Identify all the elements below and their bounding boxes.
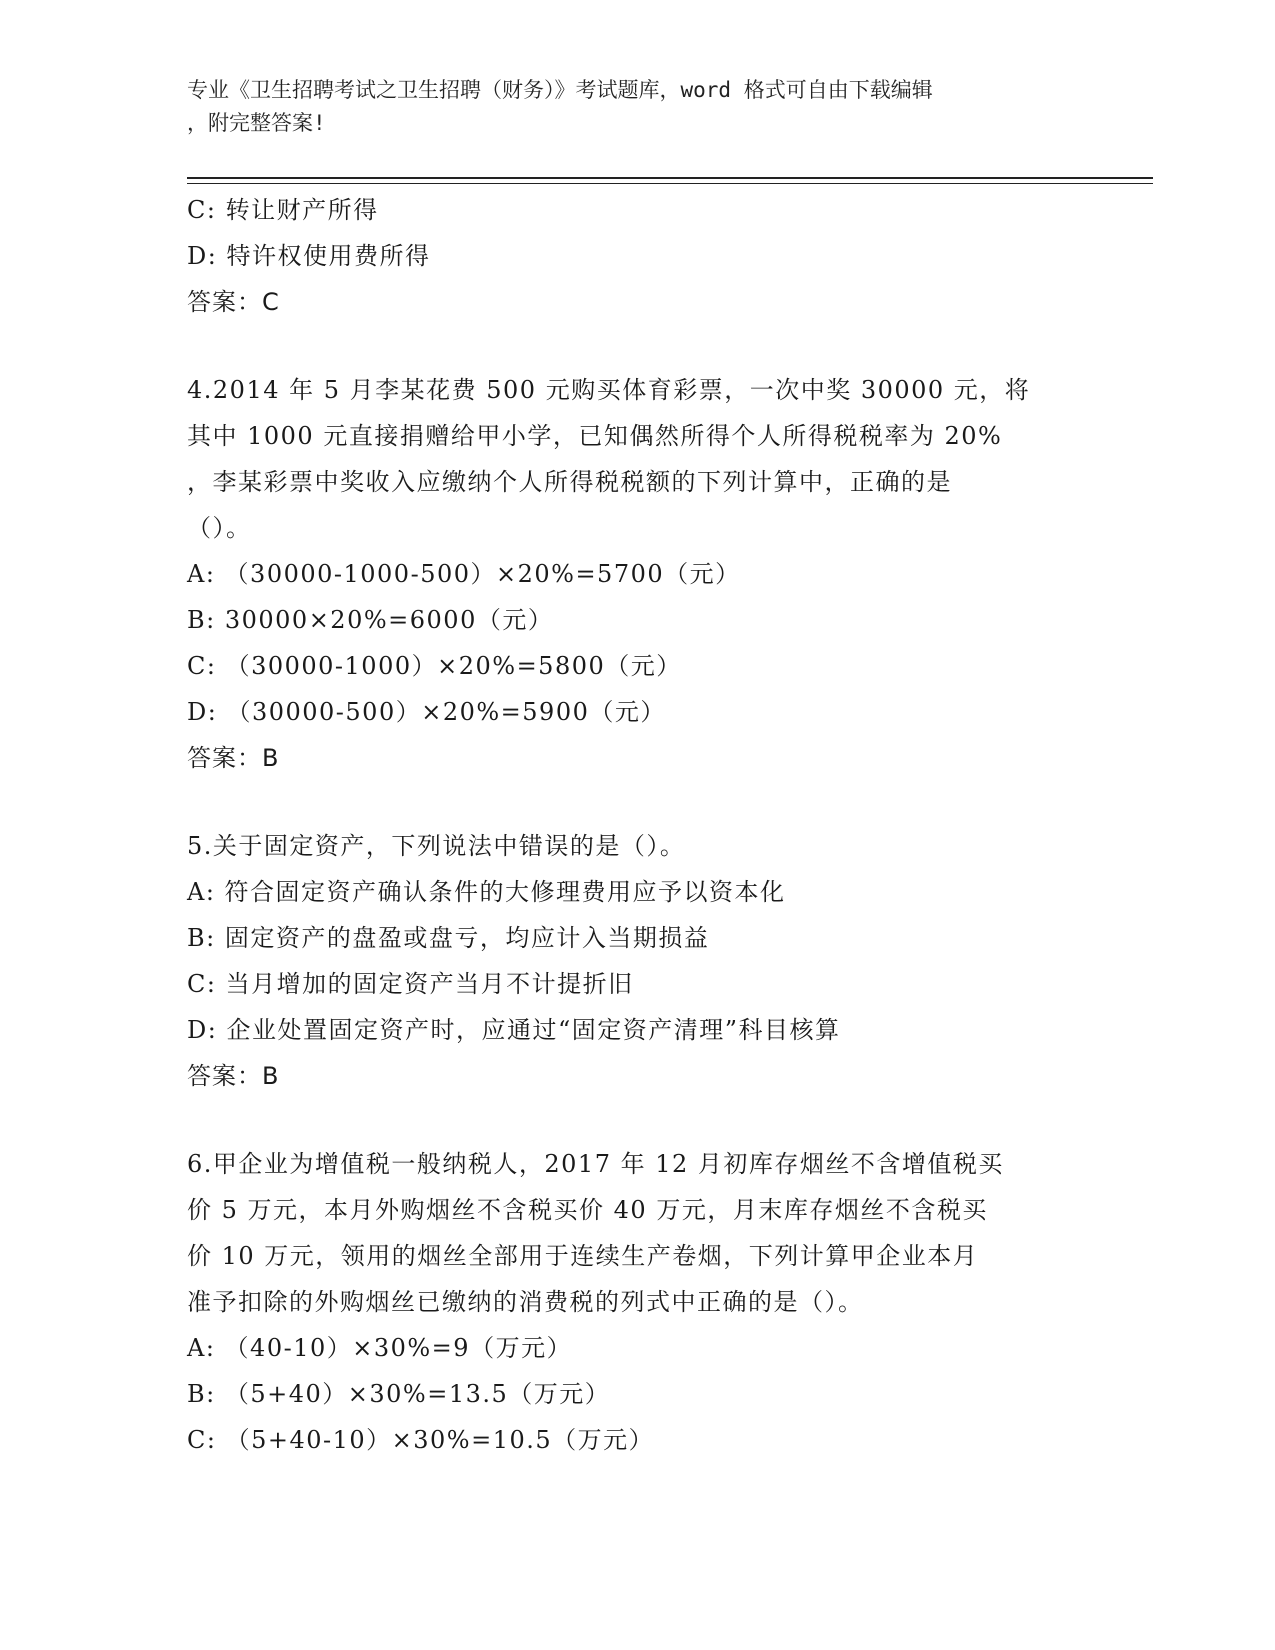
question-4 — [187, 367, 1087, 781]
question-stem-line: 准予扣除的外购烟丝已缴纳的消费税的列式中正确的是（）。 — [187, 1288, 864, 1316]
header-line-1: 专业《卫生招聘考试之卫生招聘（财务）》考试题库，word 格式可自由下载编辑 — [187, 78, 933, 102]
option-b: B: （5+40）×30%=13.5（万元） — [187, 1380, 611, 1408]
answer: 答案：B — [187, 1062, 280, 1090]
document-header — [187, 74, 1067, 140]
question-stem-line: （）。 — [187, 514, 252, 542]
question-stem-line: 6.甲企业为增值税一般纳税人，2017 年 12 月初库存烟丝不含增值税买 — [187, 1150, 1004, 1178]
question-stem-line: 4.2014 年 5 月李某花费 500 元购买体育彩票，一次中奖 30000 元，将 — [187, 376, 1031, 404]
question-stem-line: ，李某彩票中奖收入应缴纳个人所得税税额的下列计算中，正确的是 — [187, 468, 952, 496]
option-d: D: （30000-500）×20%=5900（元） — [187, 698, 666, 726]
option-a: A: 符合固定资产确认条件的大修理费用应予以资本化 — [187, 878, 786, 906]
option-a: A: （40-10）×30%=9（万元） — [187, 1334, 573, 1362]
option-a: A: （30000-1000-500）×20%=5700（元） — [187, 560, 741, 588]
option-d: D: 特许权使用费所得 — [187, 242, 431, 270]
answer: 答案：C — [187, 288, 280, 316]
question-stem: 5.关于固定资产，下列说法中错误的是（）。 — [187, 832, 686, 860]
question-stem-line: 其中 1000 元直接捐赠给甲小学，已知偶然所得个人所得税税率为 20% — [187, 422, 1003, 450]
option-c: C: 转让财产所得 — [187, 196, 379, 224]
option-b: B: 30000×20%=6000（元） — [187, 606, 554, 634]
option-d: D: 企业处置固定资产时，应通过“固定资产清理”科目核算 — [187, 1016, 841, 1044]
option-c: C: 当月增加的固定资产当月不计提折旧 — [187, 970, 634, 998]
option-c: C: （30000-1000）×20%=5800（元） — [187, 652, 682, 680]
header-divider-thin — [187, 183, 1153, 184]
answer: 答案：B — [187, 744, 280, 772]
question-3-tail — [187, 187, 1087, 325]
option-b: B: 固定资产的盘盈或盘亏，均应计入当期损益 — [187, 924, 710, 952]
question-5 — [187, 823, 1087, 1099]
question-list — [187, 187, 1087, 1463]
question-stem-line: 价 10 万元，领用的烟丝全部用于连续生产卷烟，下列计算甲企业本月 — [187, 1242, 979, 1270]
header-line-2: ，附完整答案! — [187, 111, 326, 135]
option-c: C: （5+40-10）×30%=10.5（万元） — [187, 1426, 655, 1454]
question-6 — [187, 1141, 1087, 1463]
question-stem-line: 价 5 万元，本月外购烟丝不含税买价 40 万元，月末库存烟丝不含税买 — [187, 1196, 988, 1224]
header-divider-thick — [187, 177, 1153, 179]
